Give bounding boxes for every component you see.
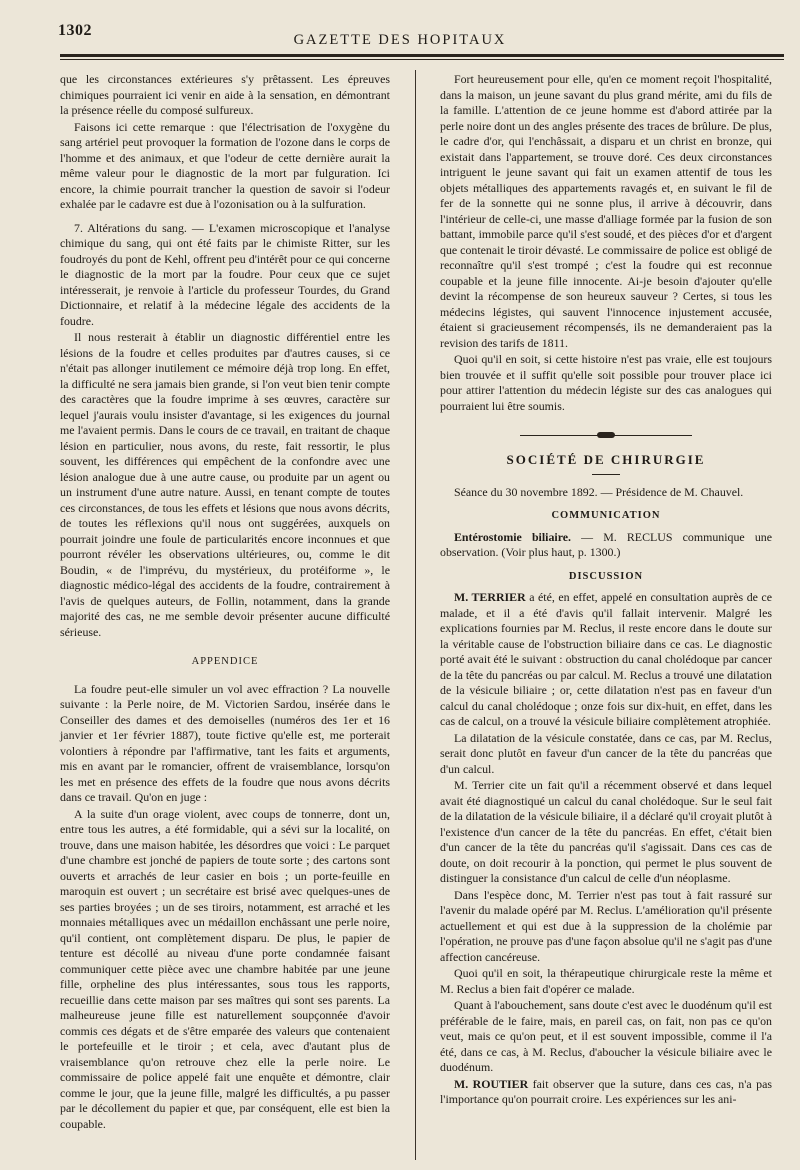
paragraph: Quoi qu'il en soit, la thérapeutique chirurgicale reste la même et M. Reclus a bien fait d'opérer ce malade. — [440, 966, 772, 996]
paragraph: Quant à l'abouchement, sans doute c'est avec le duodénum qu'il est préférable de le faire, mais, en pareil cas, on fait, non pas ce qu'on veut, mais ce qu'on peut, et il est souvent impossible, comme il l'a été, dans ce cas, à M. Reclus, d'aboucher la vésicule biliaire avec le duodénum. — [440, 998, 772, 1074]
discussion-paragraph — [440, 590, 772, 730]
column-divider — [415, 70, 416, 1160]
header-rule-thick — [60, 54, 784, 57]
paragraph: Dans l'espèce donc, M. Terrier n'est pas tout à fait rassuré sur l'avenir du malade opéré par M. Reclus. L'amélioration qu'il présente actuellement et qui est due à la suppression de la cholémie par l'opération, ne prouve pas d'une façon absolue qu'il ne s'agit pas d'une affection cancéreuse. — [440, 887, 772, 964]
communication-text: — M. RECLUS communique une observation. (Voir plus haut, p. 1300.) — [440, 529, 772, 559]
running-title: GAZETTE DES HOPITAUX — [293, 32, 507, 48]
appendix-heading: APPENDICE — [191, 656, 259, 667]
paragraph: Fort heureusement pour elle, qu'en ce moment reçoit l'hospitalité, dans la maison, un jeune savant du plus grand mérite, ami du fils de la famille. L'attention de ce jeune homme est d'abord attirée par la perle noire dont un des angles présente des traces de brûlure. De plus, le cadre d'or, qui l'enchâssait, a disparu et un christ en bronze, qui existait dans l'appartement, se trouve doré. Ces deux circonstances intriguent le jeune savant qui fait un examen attentif de tous les objets métalliques des appartements ravagés et, en suivant le fil de fer de la sonnette qui ne sonne plus, il arrive à découvrir, dans l'intérieur de celle-ci, une masse d'alliage formée par la fusion de son battant, immobile parce qu'il s'est soudé, et des pièces d'or et d'argent que contenait le tiroir dévasté. Le commissaire de police est obligé de reconnaître qu'il s'est trompé ; c'est la foudre qui est reconnue coupable et la jeune fille innocente. Ai-je besoin d'ajouter qu'elle devint la récompense de son heureux sauveur ? Certes, si tous les médecins légistes, qui sauvent l'innocence injustement accusée, étaient si gracieusement récompensés, ils ne demanderaient pas la revision des tarifs de 1811. — [440, 72, 772, 350]
communication-heading: COMMUNICATION — [551, 510, 661, 521]
session-line: Séance du 30 novembre 1892. — Présidence de M. Chauvel. — [454, 484, 744, 499]
discussion-heading: DISCUSSION — [568, 570, 644, 582]
paragraph: M. Terrier cite un fait qu'il a récemment observé et dans lequel avait été diagnostiqué un calcul du canal cholédoque. Sur le seul fait de la dilatation de la vésicule biliaire, il a déclaré qu'il croyait plutôt à l'existence d'un cancer de la tête du pancréas. En effet, c'était bien d'un cancer de la tête du pancréas qu'il s'agissait. Dans ces cas de doute, on doit recourir à la ponction, qui permet le plus souvent de distinguer la consistance d'un calcul de celle d'un néoplasme. — [440, 778, 772, 885]
page-number: 1302 — [58, 22, 92, 39]
short-rule — [592, 474, 620, 475]
communication-title: Entérostomie biliaire. — [454, 529, 572, 544]
left-column — [60, 72, 390, 1132]
paragraph: que les circonstances extérieures s'y prêtassent. Les épreuves chimiques pourraient ici venir en aide à la sensation, en démontrant la présence réelle du composé sulfureux. — [60, 72, 390, 117]
speaker-text: fait observer que la suture, dans ces cas, n'a pas l'importance qu'on pourrait croire. Les expériences sur les ani- — [440, 1076, 772, 1106]
speaker-name: M. ROUTIER — [454, 1076, 529, 1091]
speaker-text: a été, en effet, appelé en consultation auprès de ce malade, et il a été d'avis qu'il fallait intervenir. Malgré les explications fournies par M. Reclus, il reste encore dans le doute sur la véritable cause de l'obstruction biliaire dans ce cas. Le diagnostic porté avait été le suivant : obstruction du canal cholédoque par cancer de la tête du pancréas ou par calcul. M. Reclus a trouvé une dilatation de la vésicule biliaire ; or, cette dilatation n'est pas en faveur d'un calcul du canal cholédoque ; onze fois sur dix-huit, en effet, dans les cas de calcul, on a trouvé la vésicule biliaire complètement atrophiée. — [440, 590, 772, 728]
discussion-paragraph — [440, 1077, 772, 1108]
communication-paragraph — [440, 530, 772, 561]
speaker-name: M. TERRIER — [454, 590, 526, 604]
paragraph: A la suite d'un orage violent, avec coups de tonnerre, dont un, entre tous les autres, a été formidable, qui a sévi sur la localité, on trouve, dans une maison habitée, les désordres que voici : Le parquet d'une chambre est jonché de papiers de toute sorte ; des cartons sont ouverts et arrachés de leur casier en bois ; un porte-feuille en maroquin est ouvert ; un secrétaire est brisé avec quelques-unes de ses parties broyées ; un de ses tiroirs, notamment, est arraché et les monnaies métalliques avec un médaillon enchâssant une perle noire, qu'il contient, ont complètement disparu. De plus, le papier de tenture est décollé au niveau d'une porte condamnée faisant communiquer cette pièce avec une chambre habitée par une jeune fille, orpheline des plus intéressantes, sous tous les rapports, recueillie dans cette maison par ses maîtres qui sont ses parents. La malheureuse jeune fille est naturellement soupçonnée d'avoir commis ces dégats et de s'être emparée des valeurs que contenaient le portefeuille et le tiroir ; et cela, avec d'autant plus de vraisemblance qu'on retrouve chez elle la perle noire. Le commissaire de police appelé fait une enquête et démontre, clair comme le jour, que la jeune fille, malgré les difficultés, a pu passer par le décollement du papier et que, par conséquent, elle est bien la coupable. — [60, 806, 390, 1131]
society-title: SOCIÉTÉ DE CHIRURGIE — [506, 452, 706, 467]
paragraph: Il nous resterait à établir un diagnostic différentiel entre les lésions de la foudre et celles produites par d'autres causes, si ce n'était pas allonger inutilement ce mémoire déjà trop long. En effet, la difficulté ne sera jamais bien grande, si l'on veut bien tenir compte des caractères que la foudre imprime à ses œuvres, caractère sur lequel j'aurais voulu insister d'avantage, si les exigences du journal me l'avaient permis. Dans le cours de ce travail, en traitant de chaque lésion en particulier, nous avons, du reste, fait ressortir, le plus souvent, les différences qui empêchent de la confondre avec une lésion analogue due à une autre cause, ou produite par un agent ou un instrument d'une autre nature. Aussi, en tenant compte de toutes ces circonstances, de tous les effets et lésions que nous avons décrits, de toutes les réflexions qu'il nous ont suggérées, auxquels on pourrait joindre une foule de particularités encore inconnues et que pourront révéler les observations ultérieures, ou, comme le dit Boudin, « de l'imprévu, du mystérieux, du protéiforme », le diagnostic médico-légal des accidents de la foudre, contrairement à l'avis de quelques auteurs, de Follin, notamment, dans la grande majorité des cas, ne me semble devoir présenter aucune difficulté sérieuse. — [60, 330, 390, 639]
paragraph: La foudre peut-elle simuler un vol avec effraction ? La nouvelle suivante : la Perle noire, de M. Victorien Sardou, insérée dans le Conseiller des dames et des demoiselles (numéros des 1er et 16 janvier et 1er février 1887), toute fictive qu'elle est, me porterait volontiers à répondre par l'affirmative, tant les faits et arguments, mis en avant par le romancier, offrent de vraisemblance, lorsqu'on les met en présence des effets de la foudre que nous avons décrits dans ce travail. Qu'on en juge : — [60, 681, 390, 804]
right-column — [440, 72, 772, 1108]
paragraph: Faisons ici cette remarque : que l'électrisation de l'oxygène du sang artériel peut provoquer la formation de l'ozone dans le corps de l'homme et des animaux, et que l'odeur de cette dernière aurait la même valeur pour le diagnostic de la mort par fulguration. Ici encore, la chimie pourrait trancher la question de savoir si l'odeur exhalée par le cadavre est due à l'ozonisation ou à la sulfuration. — [60, 119, 390, 211]
paragraph: Quoi qu'il en soit, si cette histoire n'est pas vraie, elle est toujours bien trouvée et il suffit qu'elle soit possible pour trouver place ici pour attirer l'attention du médecin légiste sur des cas analogues qui pourraient lui être soumis. — [440, 352, 772, 413]
header-rule-thin — [60, 59, 784, 60]
paragraph: La dilatation de la vésicule constatée, dans ce cas, par M. Reclus, serait donc plutôt en faveur d'un cancer de la tête du pancréas que d'un calcul. — [440, 730, 772, 776]
ornament-divider — [440, 430, 772, 440]
paragraph: 7. Altérations du sang. — L'examen microscopique et l'analyse chimique du sang, qui ont été faits par le chimiste Ritter, sur les foudroyés du pont de Kehl, offrent peu d'intérêt pour ce qui concerne le diagnostic de la mort par la foudre. Pour ceux que ce sujet intéresserait, je renvoie à l'article du professeur Tourdes, du Grand Dictionnaire, et relatif à la médecine légale des accidents de la foudre. — [60, 220, 390, 328]
